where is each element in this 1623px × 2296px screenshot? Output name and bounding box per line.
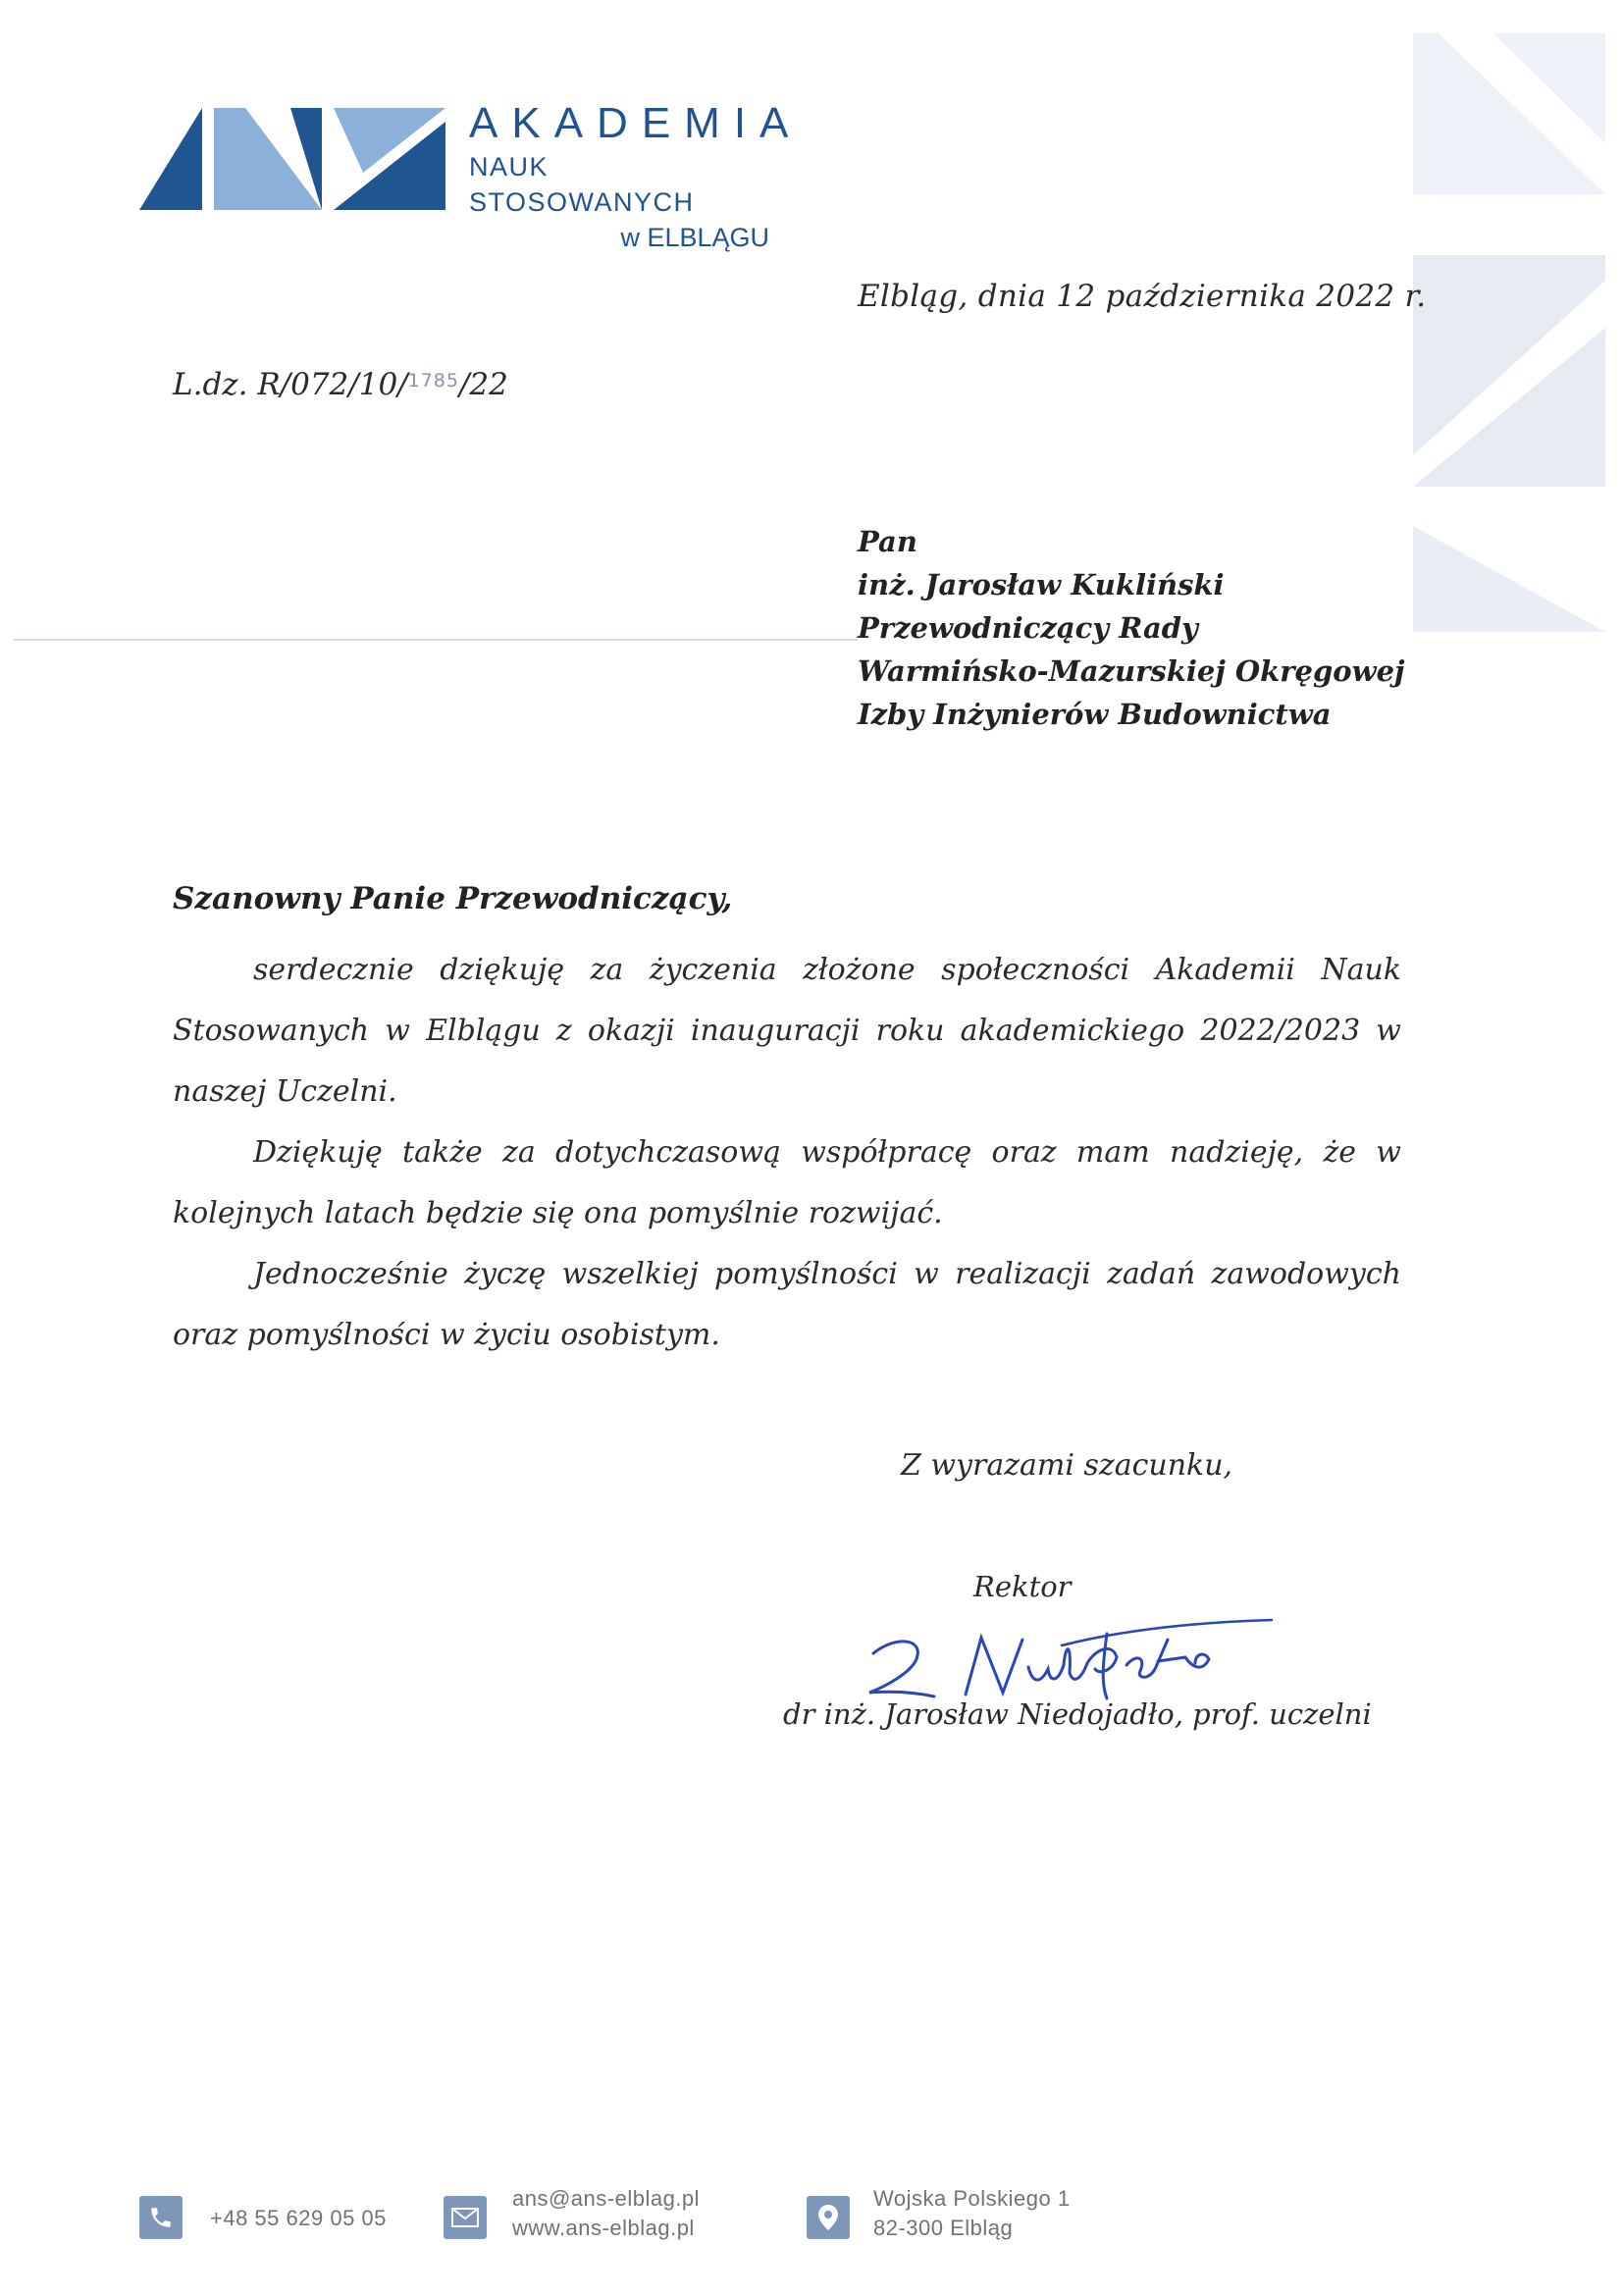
mail-icon [444,2196,487,2239]
footer-address-street: Wojska Polskiego 1 [873,2186,1071,2211]
logo-title: AKADEMIA [469,99,803,147]
recipient-position: Przewodniczący Rady [858,611,1198,645]
letter-date: Elbląg, dnia 12 października 2022 r. [858,279,1427,314]
recipient-org-line1: Warmińsko-Mazurskiej Okręgowej [858,654,1405,688]
closing-phrase: Z wyrazami szacunku, [901,1448,1233,1483]
footer-phone: +48 55 629 05 05 [210,2206,387,2230]
signer-role: Rektor [973,1570,1072,1603]
logo-mark [139,108,445,210]
footer-contact-online [512,2184,700,2243]
recipient-block [858,520,1405,736]
decorative-strip [1413,33,1605,632]
phone-icon [139,2196,183,2239]
recipient-title: Pan [858,525,917,558]
salutation: Szanowny Panie Przewodniczący, [173,881,733,916]
footer-email: ans@ans-elblag.pl [512,2186,701,2211]
footer-address [873,2184,1071,2243]
body-paragraph-2: Dziękuję także za dotychczasową współpracę oraz mam nadzieję, że w kolejnych latach będzie się ona pomyślnie rozwijać. [173,1135,1401,1230]
recipient-org-line2: Izby Inżynierów Budownictwa [858,698,1332,731]
letter-body [173,940,1401,1366]
logo-text [469,98,803,255]
footer-website: www.ans-elblag.pl [512,2216,695,2240]
reference-number [173,367,508,402]
recipient-name: inż. Jarosław Kukliński [858,568,1225,601]
signer-name: dr inż. Jarosław Niedojadło, prof. uczelni [783,1697,1372,1731]
scan-artifact-line [14,639,858,641]
logo-city: w ELBLĄGU [620,223,769,252]
body-paragraph-1: serdecznie dziękuję za życzenia złożone społeczności Akademii Nauk Stosowanych w Elblągu z okazji inauguracji roku akademickiego 2022/2023 w naszej Uczelni. [173,953,1401,1109]
logo-subtitle: NAUK STOSOWANYCH [469,152,695,217]
reference-handwritten: 1785 [407,370,459,391]
reference-prefix: L.dz. R/072/10/ [173,367,408,402]
reference-suffix: /22 [458,367,508,402]
body-paragraph-3: Jednocześnie życzę wszelkiej pomyślności w realizacji zadań zawodowych oraz pomyślności w życiu osobistym. [173,1257,1401,1352]
location-icon [807,2196,850,2239]
footer-address-city: 82-300 Elbląg [873,2216,1014,2240]
